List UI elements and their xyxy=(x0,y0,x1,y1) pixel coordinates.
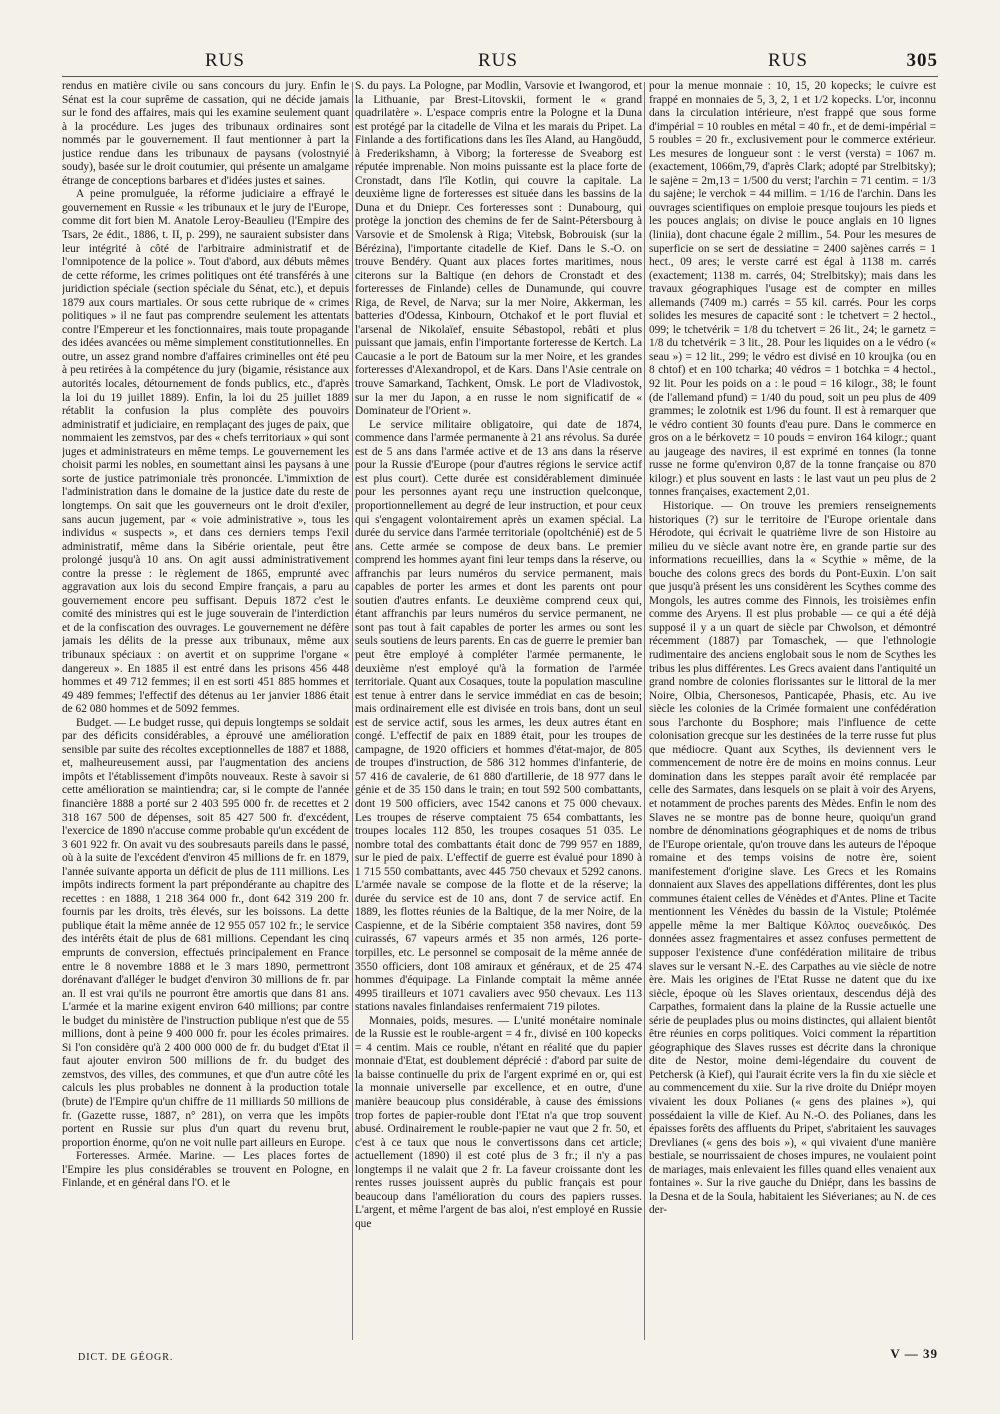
text-column-1 xyxy=(62,80,349,1340)
footer-source: DICT. DE GÉOGR. xyxy=(78,1352,174,1363)
page-number: 305 xyxy=(906,50,938,71)
paragraph: Monnaies, poids, mesures. — L'unité monétaire nominale de la Russie est le rouble-argent = 4 fr., divisé en 100 kopecks = 4 centim. Mais ce rouble, n'étant en réalité que du papier monnaie d'Etat, est doublement déprécié : d'abord par suite de la baisse continuelle du prix de l'argent exprimé en or, qui est la monnaie universelle par excellence, et en outre, d'une manière beaucoup plus considérable, à cause des émissions trop fortes de papier-rouble dont l'Etat n'a que trop souvent abusé. Ordinairement le rouble-papier ne vaut que 2 fr. 50, et c'est à ce taux que nous le convertissons dans cet article; actuellement (1890) il est coté plus de 3 fr.; il n'y a pas longtemps il ne valait que 2 fr. La faveur croissante dont les rentes russes jouissent auprès du public français est pour beaucoup dans l'amélioration du cours des papiers russes. L'argent, et même l'argent de bas aloi, n'est employé en Russie que xyxy=(355,1014,642,1230)
column-divider xyxy=(352,82,353,1340)
paragraph: Historique. — On trouve les premiers renseignements historiques (?) sur le territoire de l'Europe orientale dans Hérodote, qui écrivait le quatrième livre de son Histoire au milieu du ve siècle avant notre ère, en grande partie sur des informations recueillies, dans la « Scythie » même, de la bouche des colons grecs des bords du Pont-Euxin. L'on sait que jusqu'à présent les uns considèrent les Scythes comme des Mongols, les autres comme des Finnois, les troisièmes enfin comme des Aryens. Il est plus probable — ce qui a été déjà supposé il y a un quart de siècle par Chwolson, et démontré récemment (1887) par Tomaschek, — que l'ethnologie rudimentaire des anciens englobait sous le nom de Scythes les tribus les plus différentes. Les Grecs avaient dans l'antiquité un grand nombre de colonies florissantes sur le littoral de la mer Noire, Olbia, Chersonesos, Panticapée, Phasis, etc. Au ive siècle les colonies de la Crimée formaient une confédération sous l'archonte du Bosphore; mais l'influence de cette colonisation grecque sur les destinées de la terre russe fut plus que médiocre. Quant aux Scythes, ils deviennent vers le commencement de notre ère de moins en moins connus. Leur domination dans les steppes paraît avoir été remplacée par celle des Sarmates, dans lesquels on se plait à voir des Aryens, et notamment de proches parents des Mèdes. Enfin le nom des Slaves ne se montre pas de bonne heure, quoiqu'un grand nombre de dénominations géographiques et de noms de tribus de l'Europe orientale, qu'on trouve dans les auteurs de l'époque romaine et des temps voisins de notre ère, soient manifestement d'origine slave. Les Grecs et les Romains donnaient aux Slaves des appellations différentes, dont les plus communes étaient celles de Vénèdes et d'Antes. Pline et Tacite mentionnent les Vénèdes du bassin de la Vistule; Ptolémée appelle même la mer Baltique Κόλπος ουενεδικός. Des données assez fragmentaires et assez confuses permettent de supposer l'existence d'une confédération militaire de tribus slaves sur le versant N.-E. des Carpathes au vie siècle de notre ère. Mais les origines de l'Etat Russe ne datent que du ixe siècle, époque où les Slaves orientaux, descendus déjà des Carpathes, formaient dans la plaine de la Russie actuelle une série de peuplades plus ou moins distinctes, qui allaient bientôt être réunies en corps politiques. Voici comment la répartition géographique des Slaves russes est décrite dans la chronique dite de Nestor, moine demi-légendaire du couvent de Petchersk (à Kief), qui l'aurait écrite vers la fin du xie siècle et au commencement du xiie. Sur la rive droite du Dniépr moyen vivaient les doux Polianes (« gens des plaines »), qui possédaient la ville de Kief. Au N.-O. des Polianes, dans les épaisses forêts des affluents du Pripet, s'abritaient les sauvages Drevlianes (« gens des bois »), « qui vivaient d'une manière bestiale, se nourrissaient de choses impures, ne voulaient point de mariages, mais enlevaient les filles quand elles venaient aux fontaines ». Sur la rive gauche du Dniépr, dans les bassins de la Desna et de la Soula, habitaient les Siéverianes; au N. de ces der- xyxy=(649,499,936,1217)
paragraph: pour la menue monnaie : 10, 15, 20 kopecks; le cuivre est frappé en monnaies de 5, 3, 2, 1 et 1/2 kopecks. L'or, inconnu dans la circulation intérieure, n'est frappé que sous forme d'impérial = 10 roubles en métal = 40 fr., et de demi-impérial = 5 roubles = 20 fr., exclusivement pour le commerce extérieur. Les mesures de longueur sont : le verst (versta) = 1067 m. (exactement, 1066m,79, d'après Clark; adopté par Strelbitsky); le sajène = 2m,13 = 1/500 du verst; l'archin = 71 centim. = 1/3 du sajène; le verchok = 44 millim. = 1/16 de l'archin. Dans les ouvrages scientifiques on emploie presque toujours les pieds et les pouces anglais; on divise le pouce anglais en 10 lignes (liniia), dont chacune égale 2 millim., 54. Pour les mesures de superficie on se sert de dessiatine = 2400 sajènes carrés = 1 hect., 09 ares; le verste carré est égal à 1138 m. carrés (exactement; 1138 m. carrés, 04; Strelbitsky); mais dans les travaux géographiques l'usage est de compter en milles allemands (7409 m.) carrés = 55 kil. carrés. Pour les corps solides les mesures de capacité sont : le tchetvert = 2 hectol., 099; le tchetvérik = 1/8 du tchetvert = 26 lit., 24; le garnetz = 1/8 du tchetvérik = 3 lit., 28. Pour les liquides on a le védro (« seau ») = 12 lit., 299; le védro est divisé en 10 kroujka (ou en 8 chtof) et en 100 tcharka; 40 védros = 1 botchka = 4 hectol., 92 lit. Pour les poids on a : le poud = 16 kilogr., 38; le fount (de l'allemand pfund) = 1/40 du poud, soit un peu plus de 409 grammes; le zolotnik est 1/96 du fount. Il est à remarquer que le védro contient 30 founts d'eau pure. Dans le commerce en gros on a le bérkovetz = 10 pouds = environ 164 kilogr.; quant au jaugeage des navires, il est exprimé en tonnes (la tonne russe ne forme qu'environ 0,87 de la tonne française ou 870 kilogr.) et plus souvent en lasts : le last vaut un peu plus de 2 tonnes françaises, exactement 2,01. xyxy=(649,80,936,499)
paragraph: A peine promulguée, la réforme judiciaire a effrayé le gouvernement en Russie « les tribunaux et le jury de l'Europe, comme dit fort bien M. Anatole Leroy-Beaulieu (l'Empire des Tsars, 2e édit., 1886, t. II, p. 299), ne sauraient subsister dans leur intégrité à côté de l'arbitraire administratif et de l'omnipotence de la police ». Tout d'abord, aux débuts mêmes de cette réforme, les crimes politiques ont été transférés à une juridiction spéciale (section spéciale du Sénat, etc.), et depuis 1879 aux cours martiales. Or sous cette rubrique de « crimes politiques » il ne faut pas comprendre seulement les attentats contre l'Empereur et les fonctionnaires, mais toute propagande des idées avancées ou même simplement constitutionnelles. En outre, un assez grand nombre d'affaires criminelles ont été peu à peu retirées à la compétence du jury (bigamie, résistance aux autorités locales, détournement de fonds publics, etc., d'après la loi du 19 juillet 1889). Enfin, la loi du 25 juillet 1889 rétablit la confusion la plus complète des pouvoirs administratif et judiciaire, en remplaçant des juges de paix, que nommaient les zemstvos, par des « chefs territoriaux » qui sont juges et administrateurs en même temps. Le gouvernement les choisit parmi les nobles, en soumettant ainsi les paysans à une sorte de justice patrimoniale très prononcée. L'immixtion de l'administration dans le domaine de la justice date du reste de longtemps. On sait que les gouverneurs ont le droit d'exiler, sans aucun jugement, par « voie administrative », tous les individus « suspects », et dans ces derniers temps l'exil administratif, même dans la Sibérie orientale, peut être prolongé jusqu'à 10 ans. On agit aussi administrativement contre la presse : le règlement de 1865, emprunté avec aggravation aux lois du second Empire français, a paru au gouvernement encore peu suffisant. Depuis 1872 c'est le comité des ministres qui est le juge souverain de l'interdiction et de la confiscation des ouvrages. Le gouvernement ne défère jamais les délits de la presse aux tribunaux, même aux tribunaux spéciaux : on avertit et on supprime l'organe « dangereux ». En 1885 il est entré dans les prisons 456 448 hommes et 49 712 femmes; il en est sorti 451 885 hommes et 49 489 femmes; l'effectif des détenus au 1er janvier 1886 était de 62 080 hommes et de 5092 femmes. xyxy=(62,188,349,716)
footer-signature: V — 39 xyxy=(890,1346,938,1361)
text-column-2 xyxy=(355,80,642,1340)
paragraph: S. du pays. La Pologne, par Modlin, Varsovie et Iwangorod, et la Lithuanie, par Brest-Litovskii, forment le « grand quadrilatère ». L'espace compris entre la Pologne et la Duna est protégé par la citadelle de Vilna et les marais du Pripet. La Finlande a des fortifications dans les îles Aland, au Hangöudd, à Frederikshamn, à Viborg; la forteresse de Sveaborg est réputée imprenable. Non moins puissante est la place forte de Cronstadt, dans l'île Kotlin, qui couvre la capitale. La deuxième ligne de forteresses est située dans les bassins de la Duna et du Dniepr. Ces forteresses sont : Dunabourg, qui protège la jonction des chemins de fer de Saint-Pétersbourg à Varsovie et de Smolensk à Riga; Vitebsk, Bobrouisk (sur la Bérézina), l'importante citadelle de Kief. Dans le S.-O. on trouve Bendéry. Quant aux places fortes maritimes, nous citerons sur la Baltique (en dehors de Cronstadt et des forteresses de Finlande) celles de Dunamunde, qui couvre Riga, de Revel, de Narva; sur la mer Noire, Akkerman, les batteries d'Odessa, Kinbourn, Otchakof et le port fluvial et l'arsenal de Nikolaïef, ensuite Sébastopol, rebâti et plus puissant que jamais, enfin l'importante forteresse de Kertch. La Caucasie a le port de Batoum sur la mer Noire, et les grandes forteresses d'Alexandropol, et de Kars. Dans l'Asie centrale on trouve Samarkand, Tachkent, Omsk. Le port de Vladivostok, sur la mer du Japon, a en russe le nom significatif de « Dominateur de l'Orient ». xyxy=(355,80,642,418)
header-left-word: RUS xyxy=(205,50,245,71)
column-divider xyxy=(644,82,645,1340)
header-right-word: RUS xyxy=(768,50,808,71)
header-center-word: RUS xyxy=(478,50,518,71)
paragraph: rendus en matière civile ou sans concours du jury. Enfin le Sénat est la cour suprême de cassation, qui ne décide jamais sur le fond des affaires, mais qui les examine seulement quant à la procédure. Les juges des tribunaux ordinaires sont nommés par le gouvernement. Il faut mentionner à part la justice rendue dans les tribunaux de paysans (volostnyié soudy), basée sur le droit coutumier, qui présente un amalgame étrange de conceptions barbares et d'idées justes et saines. xyxy=(62,80,349,187)
text-column-3 xyxy=(649,80,936,1340)
header-rule xyxy=(62,76,938,77)
paragraph: Forteresses. Armée. Marine. — Les places fortes de l'Empire les plus considérables se trouvent en Pologne, en Finlande, et en général dans l'O. et le xyxy=(62,1150,349,1190)
paragraph: Le service militaire obligatoire, qui date de 1874, commence dans l'armée permanente à 21 ans révolus. Sa durée est de 5 ans dans l'armée active et de 13 ans dans la réserve pour la Russie d'Europe (pour d'autres régions le service actif est plus court). Cette durée est considérablement diminuée pour les personnes ayant reçu une instruction quelconque, proportionnellement au degré de leur instruction, et pour ceux qui s'engagent volontairement après un examen spécial. La durée du service dans l'armée territoriale (opoltchénié) est de 5 ans. Cette armée se compose de deux bans. Le premier comprend les hommes ayant fini leur temps dans la réserve, ou affranchis par leurs numéros du service permanent, mais capables de porter les armes et dont les parents ont pour soutien d'autres enfants. Le deuxième comprend ceux qui, étant affranchis par leurs numéros du service permanent, ne sont pas tout à fait capables de porter les armes ou sont les seuls soutiens de leurs parents. En cas de guerre le premier ban peut être employé à compléter l'armée permanente, le deuxième n'est employé qu'à la formation de l'armée territoriale. Quant aux Cosaques, toute la population masculine est tenue à entrer dans le service immédiat en cas de besoin; mais ordinairement elle est divisée en trois bans, dont un seul est de service actif, sous les armes, les deux autres étant en congé. L'effectif de paix en 1889 était, pour les troupes de campagne, de 1920 officiers et hommes d'état-major, de 805 de troupes d'instruction, de 586 312 hommes d'infanterie, de 57 416 de cavalerie, de 61 880 d'artillerie, de 18 977 dans le génie et de 35 150 dans le train; en tout 592 500 combattants, dont 19 500 officiers, avec 1542 canons et 75 000 chevaux. Les troupes de réserve comptaient 75 654 combattants, les troupes locales 112 850, les troupes cosaques 51 035. Le nombre total des combattants était donc de 799 957 en 1889, sur le pied de paix. L'effectif de guerre est évalué pour 1890 à 1 715 550 combattants, avec 445 750 chevaux et 5292 canons. L'armée navale se compose de la flotte et de la réserve; la durée du service est de 10 ans, dont 7 de service actif. En 1889, les flottes réunies de la Baltique, de la mer Noire, de la Caspienne, et de la Sibérie comptaient 358 navires, dont 59 cuirassés, 67 vapeurs armés et 35 non armés, 126 porte-torpilles, etc. Le personnel se composait de la même année de 3550 officiers, dont 108 amiraux et généraux, et de 25 474 hommes d'équipage. La Finlande comptait la même année 4995 tirailleurs et 1071 cavaliers avec 950 chevaux. Les 113 stations navales finlandaises renfermaient 719 pilotes. xyxy=(355,418,642,1014)
paragraph: Budget. — Le budget russe, qui depuis longtemps se soldait par des déficits considérables, a éprouvé une amélioration sensible par suite des récoltes exceptionnelles de 1887 et 1888, et, malheureusement aussi, par l'augmentation des anciens impôts et l'établissement d'impôts nouveaux. Reste à savoir si cette amélioration se maintiendra; car, si le compte de l'année financière 1888 a porté sur 2 403 595 000 fr. de recettes et 2 318 167 500 de dépenses, soit 85 427 500 fr. d'excédent, l'exercice de 1890 n'accuse comme probable qu'un excédent de 3 601 922 fr. On avait vu des soubresauts pareils dans le passé, où à la suite de l'excédent d'environ 45 millions de fr. en 1879, l'année suivante apporta un déficit de plus de 111 millions. Les impôts indirects forment la part prépondérante au chapitre des recettes : en 1888, 1 218 364 000 fr., dont 642 319 200 fr. fournis par les droits, très élevés, sur les boissons. La dette publique était la même année de 12 955 057 102 fr.; le service des intérêts était de plus de 681 millions. Cependant les cinq emprunts de conversion, effectués principalement en France entre le 8 novembre 1888 et le 3 mars 1890, permettront dorénavant d'alléger le budget d'environ 30 millions de fr. par an. Il est vrai qu'ils ne pourront être amortis que dans 81 ans. L'armée et la marine exigent environ 640 millions; par contre le budget du ministère de l'instruction publique n'est que de 55 millions, dont à peine 9 400 000 fr. pour les écoles primaires. Si l'on considère qu'à 2 400 000 000 de fr. du budget d'Etat il faut ajouter environ 500 millions de fr. du budget des zemstvos, des villes, des communes, et que d'un autre côté les calculs les plus probables ne donnent à la production totale (brute) de l'Empire qu'un chiffre de 11 milliards 50 millions de fr. (Gazette russe, 1887, n° 281), on verra que les impôts portent en Russie sur plus d'un quart du revenu brut, proportion énorme, qu'on ne voit nulle part ailleurs en Europe. xyxy=(62,716,349,1149)
